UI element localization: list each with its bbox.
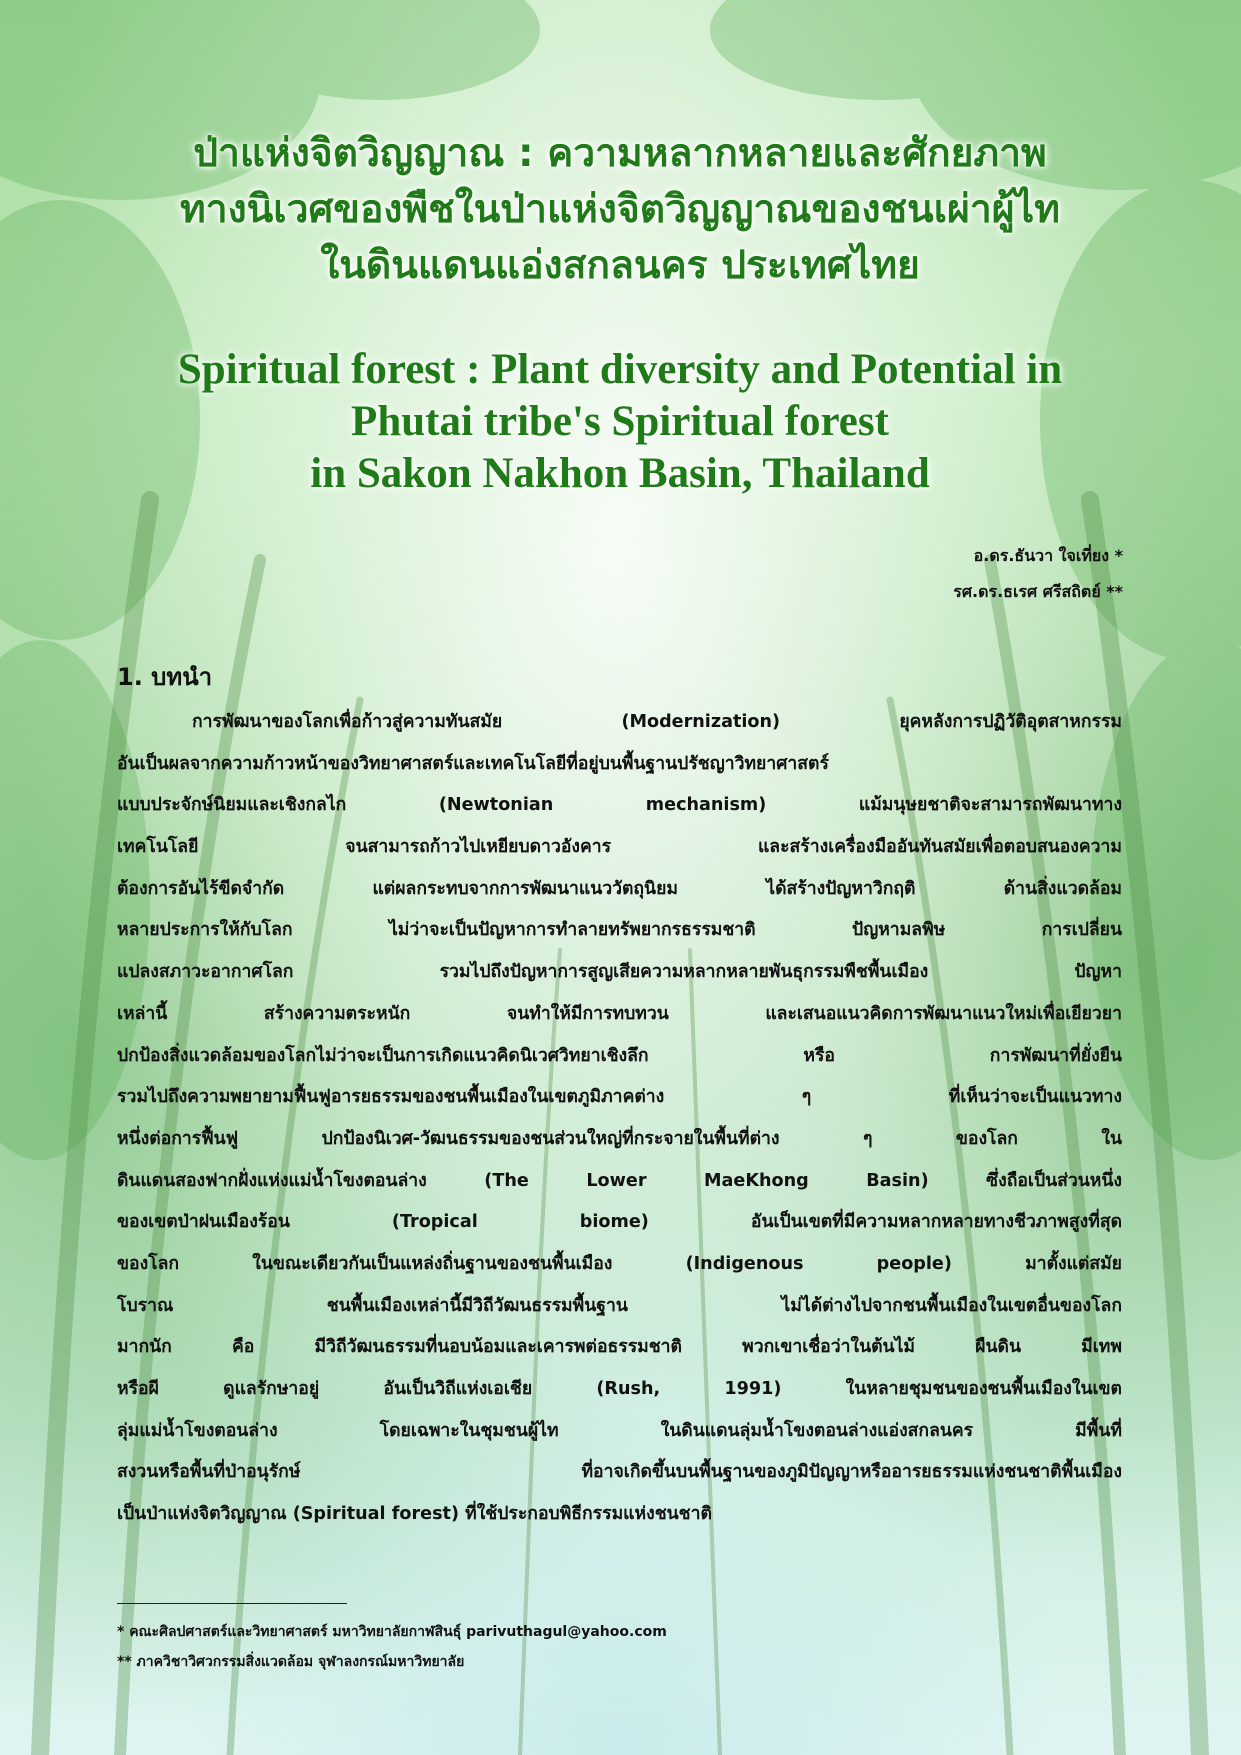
thai-title-line: ในดินแดนแอ่งสกลนคร ประเทศไทย bbox=[320, 243, 920, 288]
paragraph-line: หลายประการให้กับโลก ไม่ว่าจะเป็นปัญหาการทำลายทรัพยากรธรรมชาติ ปัญหามลพิษ การเปลี่ยน bbox=[117, 920, 1122, 941]
paragraph-line: มากนัก คือ มีวิถีวัฒนธรรมที่นอบน้อมและเคารพต่อธรรมชาติ พวกเขาเชื่อว่าในต้นไม้ ผืนดิน มีเทพ bbox=[117, 1337, 1122, 1358]
paragraph-line: เทคโนโลยี จนสามารถก้าวไปเหยียบดาวอังคาร และสร้างเครื่องมืออันทันสมัยเพื่อตอบสนองความ bbox=[117, 837, 1122, 858]
paragraph-line: ต้องการอันไร้ขีดจำกัด แต่ผลกระทบจากการพัฒนาแนววัตถุนิยม ได้สร้างปัญหาวิกฤติ ด้านสิ่งแวดล้อม bbox=[117, 878, 1122, 899]
paragraph-line: การพัฒนาของโลกเพื่อก้าวสู่ความทันสมัย (Modernization) ยุคหลังการปฏิวัติอุตสาหกรรม bbox=[192, 712, 1122, 732]
section-heading: 1. บทนำ bbox=[117, 663, 213, 691]
english-title-line: Spiritual forest : Plant diversity and Potential in bbox=[177, 346, 1063, 393]
author-name: รศ.ดร.ธเรศ ศรีสถิตย์ ** bbox=[953, 582, 1123, 601]
footnotes bbox=[117, 1617, 667, 1677]
paragraph-line: อันเป็นผลจากความก้าวหน้าของวิทยาศาสตร์และเทคโนโลยีที่อยู่บนพื้นฐานปรัชญาวิทยาศาสตร์ bbox=[117, 753, 829, 774]
paragraph-line: ของโลก ในขณะเดียวกันเป็นแหล่งถิ่นฐานของชนพื้นเมือง (Indigenous people) มาตั้งแต่สมัย bbox=[117, 1253, 1122, 1274]
paragraph-line: สงวนหรือพื้นที่ป่าอนุรักษ์ ที่อาจเกิดขึ้นบนพื้นฐานของภูมิปัญญาหรืออารยธรรมแห่งชนชาติพื้นเมือง bbox=[117, 1462, 1122, 1483]
paragraph-line: รวมไปถึงความพยายามฟื้นฟูอารยธรรมของชนพื้นเมืองในเขตภูมิภาคต่าง ๆ ที่เห็นว่าจะเป็นแนวทาง bbox=[117, 1087, 1122, 1108]
paragraph-line: ดินแดนสองฟากฝั่งแห่งแม่น้ำโขงตอนล่าง (The Lower MaeKhong Basin) ซึ่งถือเป็นส่วนหนึ่ง bbox=[117, 1170, 1122, 1191]
footnote-affiliation-1: * คณะศิลปศาสตร์และวิทยาศาสตร์ มหาวิทยาลัยกาฬสินธุ์ parivuthagul@yahoo.com bbox=[117, 1624, 667, 1640]
paragraph-line: แปลงสภาวะอากาศโลก รวมไปถึงปัญหาการสูญเสียความหลากหลายพันธุกรรมพืชพื้นเมือง ปัญหา bbox=[117, 962, 1122, 983]
thai-title-line: ทางนิเวศของพืชในป่าแห่งจิตวิญญาณของชนเผ่าผู้ไท bbox=[180, 187, 1060, 232]
paragraph-line: หนึ่งต่อการฟื้นฟู ปกป้องนิเวศ-วัฒนธรรมของชนส่วนใหญ่ที่กระจายในพื้นที่ต่าง ๆ ของโลก ใน bbox=[117, 1128, 1122, 1149]
paragraph-line: ปกป้องสิ่งแวดล้อมของโลกไม่ว่าจะเป็นการเกิดแนวคิดนิเวศวิทยาเชิงลึก หรือ การพัฒนาที่ยั่งยืน bbox=[117, 1045, 1122, 1066]
english-title-line: in Sakon Nakhon Basin, Thailand bbox=[310, 450, 930, 497]
paragraph-line: แบบประจักษ์นิยมและเชิงกลไก (Newtonian mechanism) แม้มนุษยชาติจะสามารถพัฒนาทาง bbox=[117, 795, 1122, 816]
english-title bbox=[80, 344, 1160, 500]
paragraph-line: ของเขตป่าฝนเมืองร้อน (Tropical biome) อันเป็นเขตที่มีความหลากหลายทางชีวภาพสูงที่สุด bbox=[117, 1212, 1122, 1233]
paragraph-line: โบราณ ชนพื้นเมืองเหล่านี้มีวิถีวัฒนธรรมพื้นฐาน ไม่ได้ต่างไปจากชนพื้นเมืองในเขตอื่นของโลก bbox=[117, 1295, 1122, 1316]
author-list bbox=[953, 538, 1123, 610]
paragraph-line-last: เป็นป่าแห่งจิตวิญญาณ (Spiritual forest) ที่ใช้ประกอบพิธีกรรมแห่งชนชาติ bbox=[117, 1504, 712, 1525]
paragraph-line: หรือผี ดูแลรักษาอยู่ อันเป็นวิถีแห่งเอเชีย (Rush, 1991) ในหลายชุมชนของชนพื้นเมืองในเขต bbox=[117, 1379, 1122, 1399]
english-title-line: Phutai tribe's Spiritual forest bbox=[351, 398, 889, 445]
paragraph-line: เหล่านี้ สร้างความตระหนัก จนทำให้มีการทบทวน และเสนอแนวคิดการพัฒนาแนวใหม่เพื่อเยียวยา bbox=[117, 1003, 1122, 1024]
footnote-divider bbox=[117, 1603, 347, 1604]
footnote-affiliation-2: ** ภาควิชาวิศวกรรมสิ่งแวดล้อม จุฬาลงกรณ์มหาวิทยาลัย bbox=[117, 1654, 465, 1670]
body-text bbox=[117, 702, 1122, 1536]
thai-title-line: ป่าแห่งจิตวิญญาณ : ความหลากหลายและศักยภาพ bbox=[193, 131, 1047, 176]
author-name: อ.ดร.ธันวา ใจเที่ยง * bbox=[973, 546, 1123, 565]
thai-title bbox=[60, 126, 1180, 294]
paragraph-line: ลุ่มแม่น้ำโขงตอนล่าง โดยเฉพาะในชุมชนผู้ไท ในดินแดนลุ่มน้ำโขงตอนล่างแอ่งสกลนคร มีพื้นที่ bbox=[117, 1420, 1122, 1441]
